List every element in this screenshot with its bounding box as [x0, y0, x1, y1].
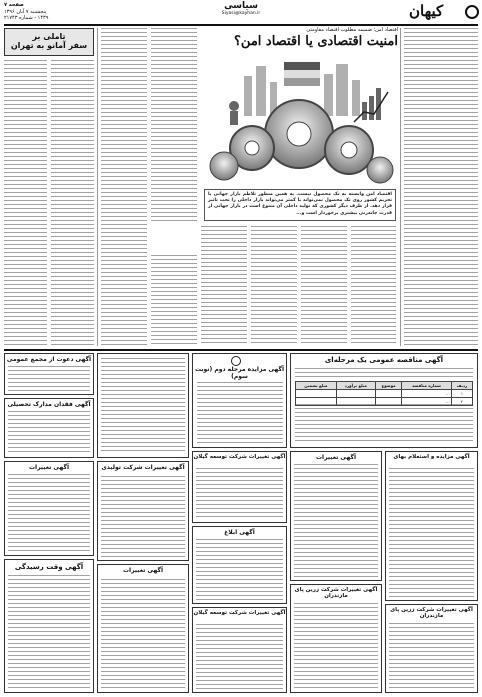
masthead-rule	[4, 24, 478, 26]
opinion-title-line1: تاملی بر	[32, 32, 66, 41]
article-body-col-6	[301, 226, 347, 346]
auction-ad	[192, 353, 287, 448]
tender-col-header: ردیف	[451, 382, 472, 390]
tender-ad-intro	[295, 368, 473, 378]
ad-hearing-time	[4, 559, 94, 693]
masthead	[0, 0, 482, 24]
ad-lost-documents-title: آگهی فقدان مدارک تحصیلی	[7, 401, 91, 408]
opinion-title-line2: سفر آمانو به تهران	[10, 41, 88, 50]
ad-company-changes-2-title: آگهی تغییرات	[122, 567, 164, 574]
tender-cell	[336, 390, 375, 398]
ad-changes	[4, 461, 94, 556]
ad-zarrin-pay-2-title: آگهی تغییرات شرکت زرین پای مازندران	[390, 607, 473, 619]
right-column-text	[404, 28, 478, 346]
ad-gilan-development	[192, 451, 287, 523]
ad-gilan-development-body	[196, 468, 283, 520]
article-illustration	[204, 56, 396, 186]
article-body-col-7	[351, 226, 396, 346]
issue-line: ۱۴۳۹ - شماره ۲۱۷۴۳	[4, 15, 49, 21]
ad-col2-top	[97, 353, 189, 458]
ad-gilan-changes-2-title: آگهی تغییرات شرکت توسعه گیلان	[193, 610, 286, 616]
tender-cell: ۲	[451, 398, 472, 406]
ad-lost-documents-body	[8, 411, 90, 455]
opinion-body-text	[4, 60, 47, 345]
section-title-block	[210, 1, 272, 23]
ad-zarrin-pay-title: آگهی تغییرات شرکت زرین پای مازندران	[294, 587, 378, 599]
logo-emblem-icon	[465, 5, 479, 19]
tender-cell	[296, 390, 337, 398]
ad-zarrin-pay	[290, 584, 382, 693]
ad-company-changes-2-body	[101, 579, 185, 690]
page-info	[4, 2, 94, 22]
section-website: Siyasi@kayhan.ir	[221, 11, 261, 16]
section-title: سیاسی	[224, 1, 258, 11]
article-lead: اقتصاد امن وابسته به تک محصول نیست. به همین منظور تلاطم بازار جهانی یا تحریم کشور روی تک محصول نمی‌تواند با کمتر می‌تواند بازار داخلی را تحت تاثیر قرار دهد. از طرف دیگر کشوری که تولید داخلی آن متنوع است در بازار جهانی از قدرت چانه‌زنی بیشتری برخوردار است و...	[204, 189, 396, 221]
ad-company-changes-1-body	[101, 476, 185, 558]
tender-cell	[375, 390, 402, 398]
ad-company-changes-1-title: آگهی تغییرات شرکت تولیدی	[101, 464, 185, 471]
ad-zarrin-pay-2-body	[389, 623, 474, 689]
opinion-body-text-2	[51, 60, 94, 345]
tender-cell: ...	[402, 390, 451, 398]
tender-table	[295, 381, 473, 406]
ad-inquiry	[385, 451, 478, 601]
tender-col-header: مبلغ تضمین	[296, 382, 337, 390]
ad-notice-title: آگهی ابلاغ	[224, 529, 255, 536]
ad-gilan-changes-2	[192, 607, 287, 693]
ad-company-changes-1	[97, 461, 189, 561]
opinion-title-box	[4, 28, 94, 56]
tender-cell: ۱	[451, 390, 472, 398]
ad-changes-body	[8, 474, 90, 554]
gears-illustration-icon	[204, 56, 396, 186]
column-rule-2	[400, 28, 401, 346]
ad-gilan-changes-2-body	[196, 624, 283, 690]
auction-ad-body	[197, 382, 283, 444]
tender-ad	[290, 353, 478, 448]
ad-notice	[192, 526, 287, 604]
article-body-col-1	[101, 28, 147, 346]
page-number: صفحه ۷	[4, 2, 24, 8]
newspaper-logo	[405, 1, 479, 22]
article-body-col-4	[201, 226, 247, 346]
tender-col-header: شماره مناقصه	[402, 382, 451, 390]
ad-notice-body	[196, 539, 283, 601]
tender-cell: ...	[402, 398, 451, 406]
ad-changes-title: آگهی تغییرات	[28, 464, 70, 471]
ad-meeting-invite	[4, 353, 94, 395]
auction-ad-title: آگهی مزایده مرحله دوم (نوبت سوم)	[194, 366, 285, 380]
ad-inquiry-title: آگهی مزایده و استعلام بهای	[393, 454, 470, 460]
article-body-col-5	[251, 226, 297, 346]
ad-meeting-invite-body	[8, 366, 90, 392]
article-body-col-2	[151, 28, 197, 223]
tender-ad-title: آگهی مناقصه عمومی یک مرحله‌ای	[324, 356, 444, 364]
ad-enforcement-title: آگهی تغییرات	[315, 454, 357, 461]
ad-hearing-time-body	[8, 575, 90, 689]
article-headline: امنیت اقتصادی یا اقتصاد امن؟	[234, 34, 398, 49]
ads-section-rule	[4, 349, 478, 351]
ad-hearing-time-title: آگهی وقت رسیدگی	[14, 563, 84, 571]
ad-enforcement-body	[294, 464, 378, 578]
emblem-icon	[231, 356, 241, 366]
tender-col-header: موضوع	[375, 382, 402, 390]
article-kicker: اقتصاد امن؛ ضمیمه مطلوب اقتصاد مقاومتی	[306, 27, 398, 33]
ad-lost-documents	[4, 398, 94, 458]
column-rule-1	[97, 28, 98, 346]
ad-enforcement	[290, 451, 382, 581]
article-body-col-3	[151, 255, 197, 346]
date-line: پنجشنبه ۷ آبان ۱۳۹۶	[4, 8, 47, 15]
logo-text: کیهان	[409, 2, 444, 20]
ad-company-changes-2	[97, 564, 189, 693]
ad-meeting-invite-title: آگهی دعوت از مجمع عمومی	[6, 356, 92, 363]
ad-gilan-development-title: آگهی تغییرات شرکت توسعه گیلان	[193, 454, 286, 460]
tender-ad-body	[295, 404, 473, 444]
ad-col2-top-body	[101, 358, 185, 454]
ad-inquiry-body	[389, 468, 474, 598]
tender-col-header: مبلغ برآورد	[336, 382, 375, 390]
ad-zarrin-pay-2	[385, 604, 478, 693]
ad-zarrin-pay-body	[294, 603, 378, 689]
